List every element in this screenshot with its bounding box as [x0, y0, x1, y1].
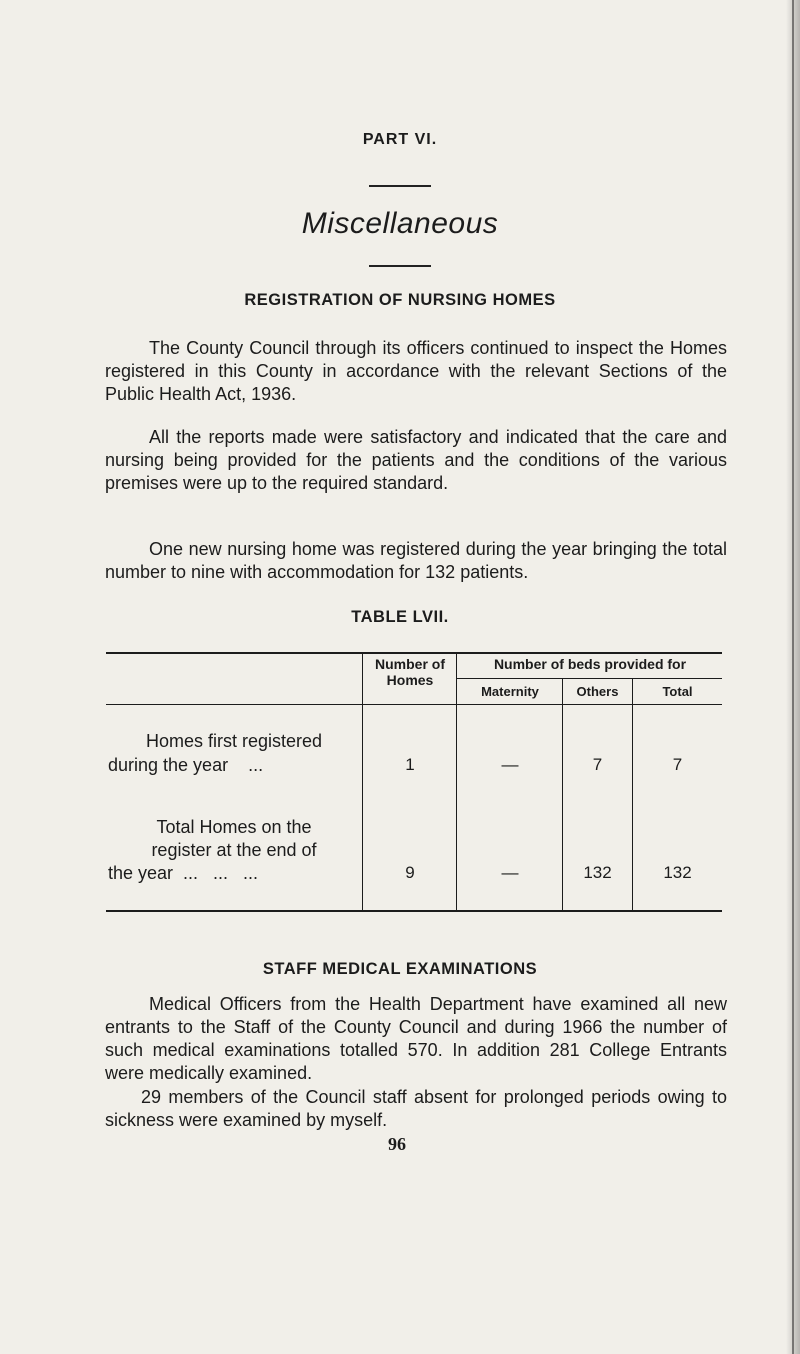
table-bottom-border [106, 910, 722, 912]
table-col-divider [456, 652, 457, 910]
col-header-others: Others [576, 684, 619, 699]
section-heading-nursing-homes: REGISTRATION OF NURSING HOMES [244, 291, 556, 309]
col-header-homes: Number of Homes [375, 656, 445, 688]
divider-bottom [369, 265, 431, 267]
part-label: PART VI. [362, 131, 438, 148]
col-header-total: Total [662, 684, 693, 699]
cell-homes: 1 [405, 755, 415, 774]
table-header-rule [106, 704, 722, 705]
cell-others: 7 [592, 755, 603, 774]
page-number: 96 [388, 1134, 406, 1154]
row-label: register at the end of [151, 840, 317, 860]
paragraph: Medical Officers from the Health Department have examined all new entrants to the Staff of the County Council and during 1966 the number of such medical examinations totalled 570. In addition 281 College Entrants were medically examined. [105, 994, 727, 1083]
paragraph: One new nursing home was registered during the year bringing the total number to nine with accommodation for 132 patients. [105, 539, 727, 582]
row-label: Homes first registered [145, 731, 323, 751]
table-subheader-rule [456, 678, 722, 679]
paragraph: All the reports made were satisfactory and indicated that the care and nursing being provided for the patients and the conditions of the various premises were up to the required standard. [105, 427, 727, 493]
cell-others: 132 [583, 863, 612, 882]
paragraph: 29 members of the Council staff absent for prolonged periods owing to sickness were examined by myself. [105, 1087, 727, 1130]
row-label: the year ... ... ... [108, 863, 259, 883]
nursing-homes-table [106, 652, 722, 912]
cell-total: 132 [663, 863, 692, 882]
col-header-maternity: Maternity [481, 684, 539, 699]
page-edge-line [792, 0, 794, 1354]
table-col-divider [362, 652, 363, 910]
cell-maternity: — [501, 863, 519, 882]
cell-maternity: — [501, 755, 519, 774]
divider-top [369, 185, 431, 187]
paragraph: The County Council through its officers continued to inspect the Homes registered in this County in accordance with the relevant Sections of the Public Health Act, 1936. [105, 338, 727, 404]
section-heading-staff-exams: STAFF MEDICAL EXAMINATIONS [262, 960, 538, 978]
page-title: Miscellaneous [301, 207, 499, 240]
row-label: during the year ... [108, 755, 264, 775]
cell-homes: 9 [405, 863, 415, 882]
cell-total: 7 [672, 755, 683, 774]
col-header-beds: Number of beds provided for [493, 656, 687, 672]
table-caption: TABLE LVII. [351, 608, 449, 626]
table-top-border [106, 652, 722, 654]
row-label: Total Homes on the [156, 817, 312, 837]
